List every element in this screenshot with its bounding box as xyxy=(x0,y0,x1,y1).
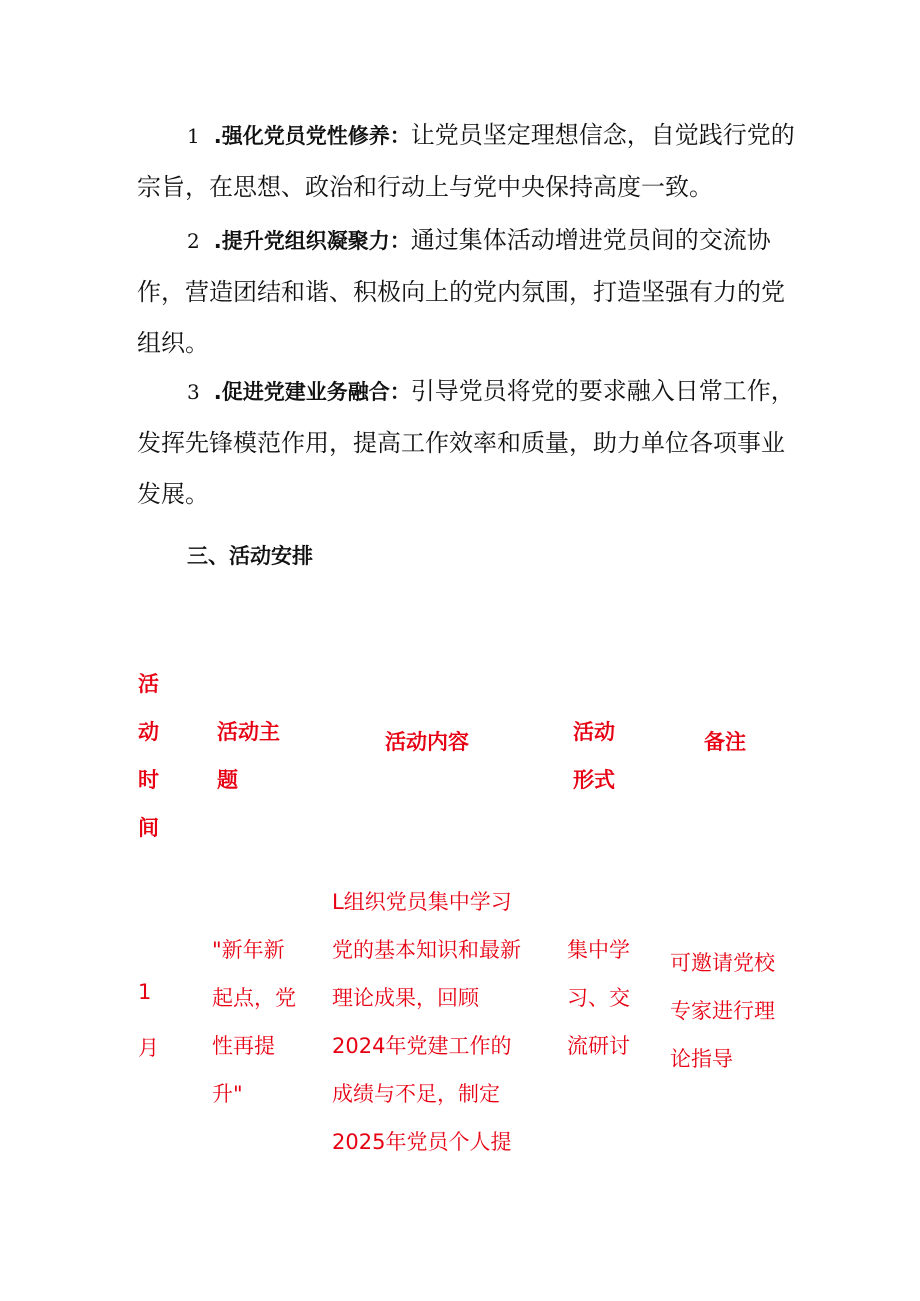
paragraph-2 xyxy=(137,215,797,369)
cell-content: L组织党员集中学习党的基本知识和最新理论成果，回顾2024年党建工作的成绩与不足，制定2025年党员个人提 xyxy=(332,890,521,1154)
header-content: 活动内容 xyxy=(385,730,469,754)
paragraph-number: 2 xyxy=(187,229,200,253)
header-time: 活动时间 xyxy=(138,672,159,840)
paragraph-lead: .促进党建业务融合： xyxy=(213,380,411,404)
paragraph-text: 让党员坚定理想信念，自觉践行党的宗旨，在思想、政治和行动上与党中央保持高度一致。 xyxy=(137,121,795,201)
paragraph-lead: .强化党员党性修养： xyxy=(213,124,411,148)
paragraph-text: 引导党员将党的要求融入日常工作，发挥先锋模范作用，提高工作效率和质量，助力单位各项事业发展。 xyxy=(137,377,795,508)
paragraph-lead: .提升党组织凝聚力： xyxy=(213,229,411,253)
header-theme: 活动主题 xyxy=(217,720,280,792)
paragraph-number: 1 xyxy=(187,124,200,148)
paragraph-text: 通过集体活动增进党员间的交流协作，营造团结和谐、积极向上的党内氛围，打造坚强有力的党组织。 xyxy=(137,226,785,357)
cell-theme: "新年新起点，党性再提升" xyxy=(212,938,296,1106)
paragraph-number: 3 xyxy=(187,380,200,404)
cell-note: 可邀请党校专家进行理论指导 xyxy=(670,951,775,1071)
paragraph-1 xyxy=(137,110,797,213)
section-heading: 三、活动安排 xyxy=(187,544,313,568)
header-form: 活动形式 xyxy=(573,720,615,792)
header-note: 备注 xyxy=(704,730,746,754)
paragraph-3 xyxy=(137,366,797,520)
cell-time: 1月 xyxy=(138,980,159,1060)
cell-form: 集中学习、交流研讨 xyxy=(567,938,630,1058)
